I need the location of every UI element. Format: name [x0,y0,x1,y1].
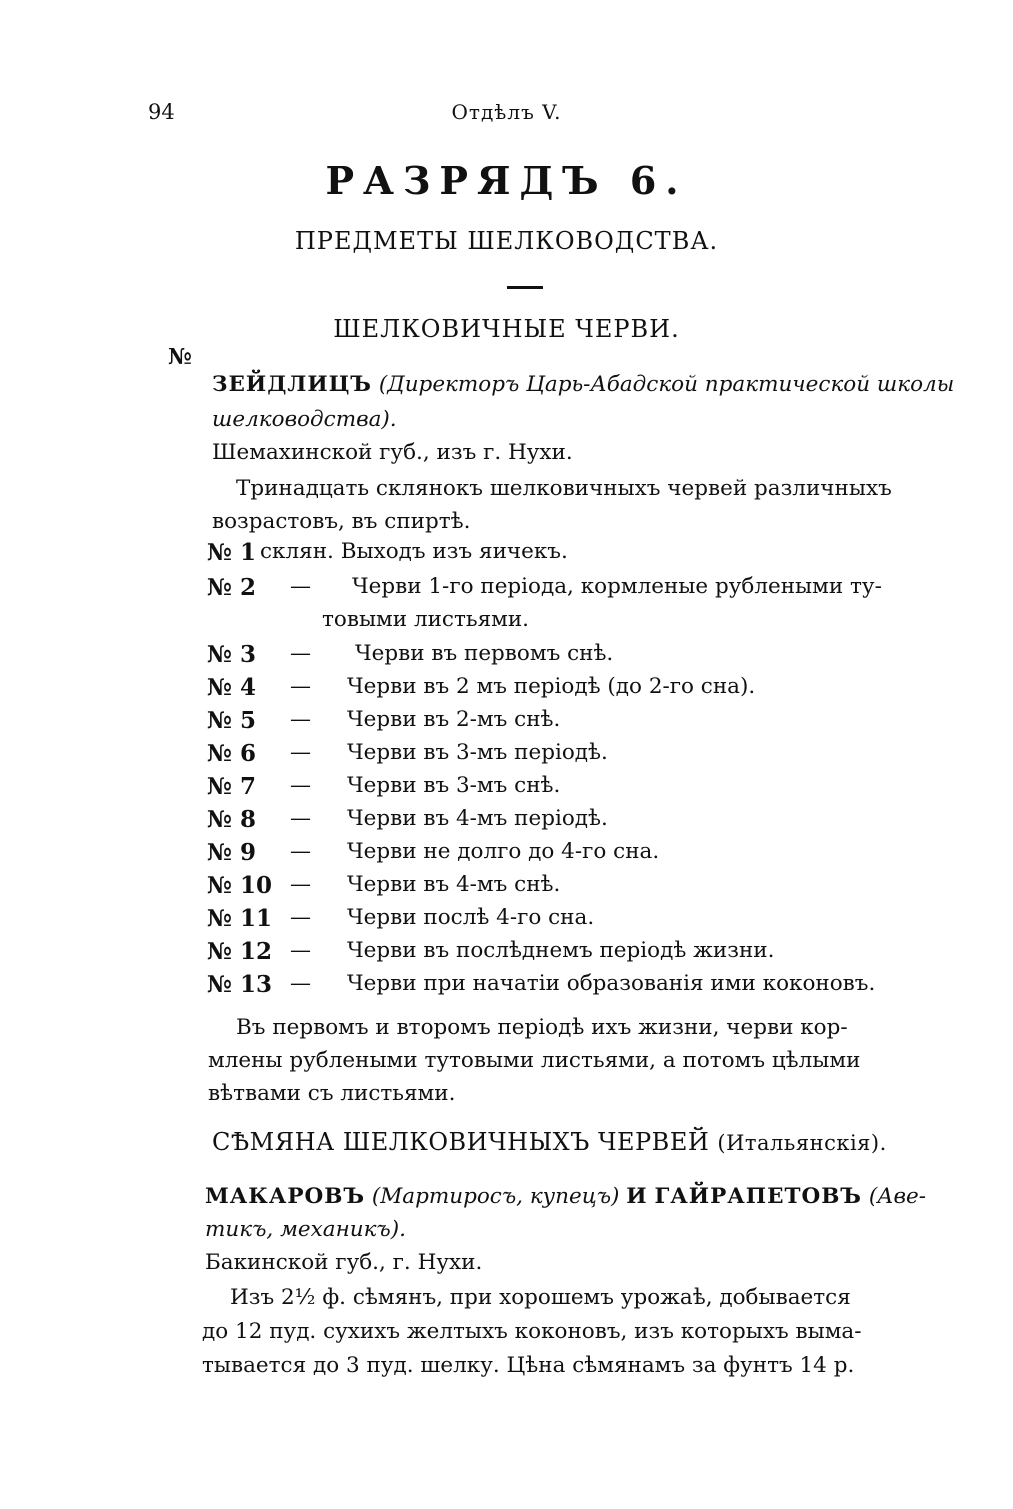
number-marker: № [168,344,192,370]
jar-description-cont: товыми листьями. [322,607,530,632]
exhibitor2-desc-text-1: Изъ 2½ ф. сѣмянъ, при хорошемъ урожаѣ, добывается [230,1285,851,1310]
note-text-2: млены рублеными тутовыми листьями, а потомъ цѣлыми [208,1048,861,1073]
jar-number: № 11 [207,905,273,932]
jar-description: Черви въ первомъ снѣ. [355,641,614,666]
exhibitor2-desc-text-2: до 12 пуд. сухихъ желтыхъ коконовъ, изъ которыхъ выма- [202,1319,862,1344]
heading2-main: СѢМЯНА ШЕЛКОВИЧНЫХЪ ЧЕРВЕЙ [212,1128,710,1156]
exhibitor1-title-cont: шелководства). [212,407,397,432]
exhibitor1-location: Шемахинской губ., изъ г. Нухи. [212,440,573,465]
jar-number: № 13 [207,971,273,998]
jar-number: № 2 [207,574,257,601]
exhibitor2-location: Бакинской губ., г. Нухи. [205,1250,483,1275]
note-line1 [236,1011,886,1044]
exhibitor2-desc-line2 [202,1315,888,1348]
exhibitor1-desc-line1 [236,472,892,505]
note-text-1: Въ первомъ и второмъ періодѣ ихъ жизни, черви кор- [236,1015,848,1040]
jar-dash: — [290,839,311,863]
running-head: Отдѣлъ V. [451,100,562,124]
exhibitor2-role2b: тикъ, механикъ). [205,1217,406,1242]
exhibitor2-desc-line3: тывается до 3 пуд. шелку. Цѣна сѣмянамъ за фунтъ 14 р. [202,1353,855,1378]
exhibitor1-name: ЗЕЙДЛИЦЪ [212,372,372,397]
jar-description: Черви въ 3-мъ періодѣ. [347,740,608,765]
note-line3: вѣтвами съ листьями. [208,1081,456,1106]
jar-description: Черви въ 3-мъ снѣ. [347,773,561,798]
exhibitor1-line1 [212,368,954,401]
jar-dash: — [290,574,311,598]
exhibitor2-role1: (Мартиросъ, купецъ) [371,1184,620,1209]
section-title: РАЗРЯДЪ 6. [325,158,688,203]
exhibitor2-line1 [205,1180,926,1213]
jar-dash: — [290,905,311,929]
jar-dash: — [290,773,311,797]
jar-number: № 5 [207,707,257,734]
jar-dash: — [290,938,311,962]
jar-dash: — [290,971,311,995]
jar-number: № 1 [207,539,257,566]
jar-dash: — [290,740,311,764]
jar-description: склян. Выходъ изъ яичекъ. [260,539,568,564]
jar-dash: — [290,872,311,896]
jar-description: Черви въ 2-мъ снѣ. [347,707,561,732]
jar-description: Черви не долго до 4-го сна. [347,839,660,864]
jar-number: № 9 [207,839,257,866]
exhibitor2-name2: ГАЙРАПЕТОВЪ [654,1184,862,1209]
exhibitor2-desc-line1 [230,1281,886,1314]
heading2-paren: (Итальянскія). [717,1131,887,1155]
jar-description: Черви въ 4-мъ періодѣ. [347,806,608,831]
sub-heading-silkworms: ШЕЛКОВИЧНЫЕ ЧЕРВИ. [333,315,680,343]
jar-description: Черви при начатіи образованія ими коконовъ. [347,971,876,996]
note-line2 [208,1044,888,1077]
jar-number: № 8 [207,806,257,833]
jar-description: Черви послѣ 4-го сна. [347,905,595,930]
divider-rule [507,286,543,289]
jar-number: № 10 [207,872,273,899]
jar-number: № 12 [207,938,273,965]
jar-number: № 4 [207,674,257,701]
exhibitor2-conj: И [626,1184,648,1209]
jar-number: № 7 [207,773,257,800]
heading-silkworm-seeds [212,1128,887,1156]
jar-dash: — [290,641,311,665]
exhibitor1-desc-line2: возрастовъ, въ спиртѣ. [212,509,471,534]
jar-description: Черви въ 4-мъ снѣ. [347,872,561,897]
jar-number: № 6 [207,740,257,767]
jar-description: Черви 1-го періода, кормленые рублеными ту- [352,574,882,599]
exhibitor1-desc-text: Тринадцать склянокъ шелковичныхъ червей различныхъ [236,476,892,501]
jar-dash: — [290,674,311,698]
exhibitor1-title: (Директоръ Царь-Абадской практической школы [378,372,955,397]
page-number: 94 [148,100,175,124]
exhibitor2-role2a: (Аве- [868,1184,926,1209]
jar-description: Черви въ 2 мъ періодѣ (до 2-го сна). [347,674,756,699]
section-subtitle: ПРЕДМЕТЫ ШЕЛКОВОДСТВА. [294,227,719,255]
jar-dash: — [290,707,311,731]
exhibitor2-name1: МАКАРОВЪ [205,1184,366,1209]
jar-number: № 3 [207,641,257,668]
jar-description: Черви въ послѣднемъ періодѣ жизни. [347,938,775,963]
jar-dash: — [290,806,311,830]
